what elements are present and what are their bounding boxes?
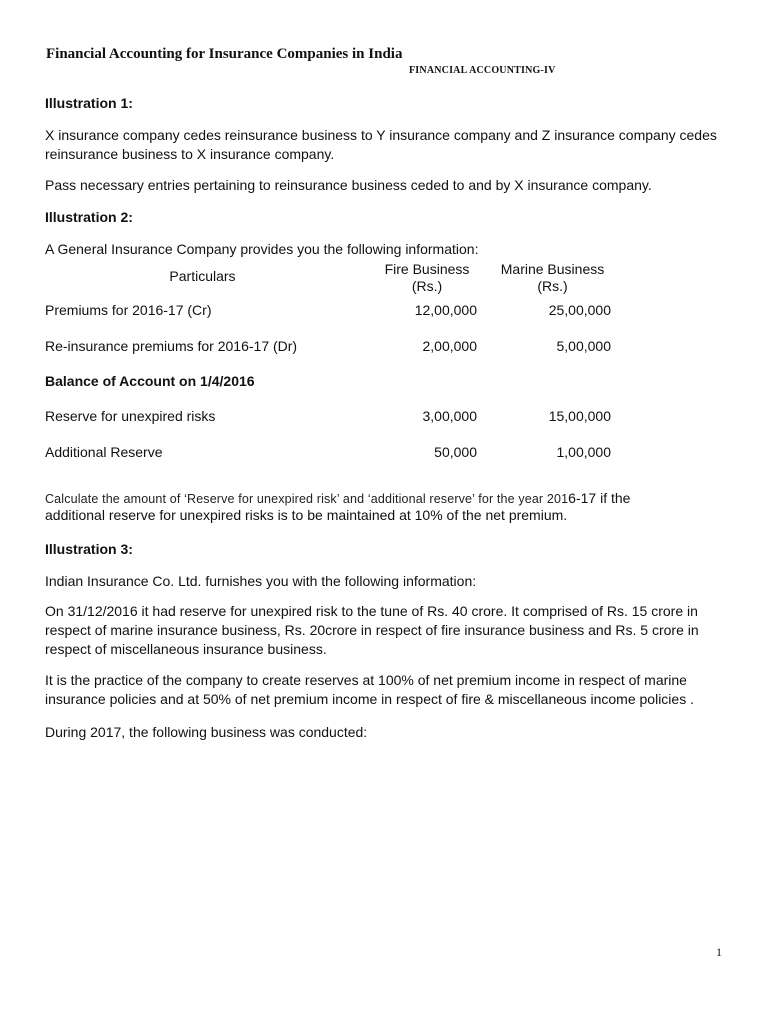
particulars-header: Particulars (169, 268, 236, 284)
illustration-3-paragraph-2: On 31/12/2016 it had reserve for unexpired risk to the tune of Rs. 40 crore. It comprised of Rs. 15 crore in respect of marine insurance business, Rs. 20crore in respect of fire insurance business and Rs. 5 crore in respect of miscellaneous insurance business. (45, 603, 699, 657)
fire-value: 3,00,000 (422, 408, 477, 424)
illustration-3-paragraph-3: It is the practice of the company to create reserves at 100% of net premium income in respect of marine insurance policies and at 50% of net premium income in respect of fire & miscellaneous income policies . (45, 672, 694, 707)
fire-business-header: Fire Business (Rs.) (384, 261, 470, 294)
illustration-3-paragraph-4: During 2017, the following business was conducted: (45, 724, 368, 740)
fire-value: 50,000 (434, 444, 477, 460)
fire-value: 2,00,000 (422, 338, 477, 354)
marine-value: 1,00,000 (556, 444, 611, 460)
illustration-2-intro: A General Insurance Company provides you the following information: (45, 241, 479, 257)
document-title: Financial Accounting for Insurance Companies in India (46, 46, 403, 62)
illustration-1-heading: Illustration 1: (45, 95, 133, 111)
illustration-2-heading: Illustration 2: (45, 209, 133, 225)
document-subtitle: FINANCIAL ACCOUNTING-IV (409, 65, 556, 76)
illustration-3-paragraph-1: Indian Insurance Co. Ltd. furnishes you with the following information: (45, 573, 477, 589)
row-label: Premiums for 2016-17 (Cr) (45, 302, 212, 318)
illustration-3-heading: Illustration 3: (45, 541, 133, 557)
row-label: Re-insurance premiums for 2016-17 (Dr) (45, 338, 298, 354)
marine-value: 25,00,000 (548, 302, 611, 318)
page-number: 1 (716, 945, 722, 959)
fire-value: 12,00,000 (414, 302, 477, 318)
row-label: Reserve for unexpired risks (45, 408, 216, 424)
marine-business-header: Marine Business (Rs.) (500, 261, 605, 294)
illustration-1-paragraph-1: X insurance company cedes reinsurance business to Y insurance company and Z insurance company cedes reinsurance business to X insurance company. (45, 127, 717, 162)
marine-value: 15,00,000 (548, 408, 611, 424)
row-label: Additional Reserve (45, 444, 163, 460)
calculate-instruction-line-2: additional reserve for unexpired risks is to be maintained at 10% of the net premium. (45, 507, 568, 523)
calculate-instruction: Calculate the amount of ‘Reserve for unexpired risk’ and ‘additional reserve’ for the year 2016-17 if the (45, 490, 631, 506)
balance-heading: Balance of Account on 1/4/2016 (45, 373, 255, 389)
illustration-1-paragraph-2: Pass necessary entries pertaining to reinsurance business ceded to and by X insurance company. (45, 177, 652, 193)
marine-value: 5,00,000 (556, 338, 611, 354)
